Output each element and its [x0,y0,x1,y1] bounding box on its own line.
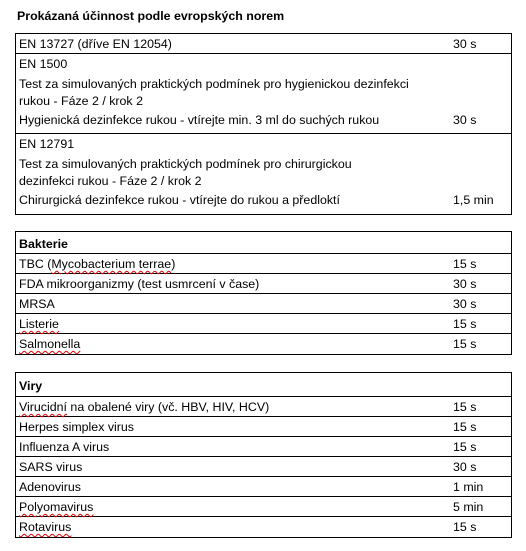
norm-group-en1500 [16,54,511,134]
table-row [16,294,511,314]
section-heading-row [16,232,511,254]
section-heading-row [16,373,511,397]
section-heading: Viry [19,379,43,393]
norm-time: 1,5 min [453,193,494,207]
exposure-time: 30 s [453,460,477,474]
organism-label: FDA mikroorganizmy (test usmrcení v čase) [19,277,260,291]
norm-row-en13727 [16,34,511,54]
table-row [16,517,511,537]
table-row [16,477,511,497]
organism-label: TBC (Mycobacterium terrae) [19,257,176,271]
norm-description-line: Test za simulovaných praktických podmínek pro hygienickou dezinfekci [19,77,409,91]
organism-label: Virucidní na obalené viry (vč. HBV, HIV, HCV) [19,400,270,414]
exposure-time: 1 min [453,480,484,494]
organism-label: Polyomavirus [19,500,94,514]
viruses-table [15,372,512,538]
norm-head: EN 1500 [19,57,68,71]
exposure-time: 15 s [453,257,477,271]
organism-label: Salmonella [19,337,81,351]
table-row [16,437,511,457]
exposure-time: 5 min [453,500,484,514]
page-title: Prokázaná účinnost podle evropských norem [17,9,285,23]
norm-description-line: Test za simulovaných praktických podmínek pro chirurgickou [19,157,352,171]
organism-label: Adenovirus [19,480,81,494]
norms-table [15,33,512,215]
norm-group-en12791 [16,134,511,214]
norm-time: 30 s [453,37,477,51]
exposure-time: 15 s [453,440,477,454]
organism-label: Herpes simplex virus [19,420,134,434]
organism-label: SARS virus [19,460,83,474]
exposure-time: 15 s [453,400,477,414]
table-row [16,314,511,334]
exposure-time: 30 s [453,277,477,291]
organism-label: MRSA [19,297,55,311]
section-heading: Bakterie [19,237,68,251]
exposure-time: 15 s [453,420,477,434]
table-row [16,274,511,294]
organism-label: Listerie [19,317,59,331]
norm-time: 30 s [453,113,477,127]
bacteria-table [15,231,512,355]
table-row [16,457,511,477]
norm-label: EN 13727 (dříve EN 12054) [19,37,172,51]
exposure-time: 15 s [453,520,477,534]
table-row [16,497,511,517]
exposure-time: 15 s [453,317,477,331]
exposure-time: 30 s [453,297,477,311]
norm-procedure: Chirurgická dezinfekce rukou - vtírejte do rukou a předloktí [19,193,340,207]
norm-procedure: Hygienická dezinfekce rukou - vtírejte min. 3 ml do suchých rukou [19,113,380,127]
exposure-time: 15 s [453,337,477,351]
organism-label: Rotavirus [19,520,72,534]
norm-head: EN 12791 [19,137,75,151]
table-row [16,417,511,437]
table-row [16,254,511,274]
organism-label: Influenza A virus [19,440,110,454]
norm-description-line: dezinfekci rukou - Fáze 2 / krok 2 [19,174,202,188]
table-row [16,397,511,417]
table-row [16,334,511,354]
norm-description-line: rukou - Fáze 2 / krok 2 [19,94,143,108]
